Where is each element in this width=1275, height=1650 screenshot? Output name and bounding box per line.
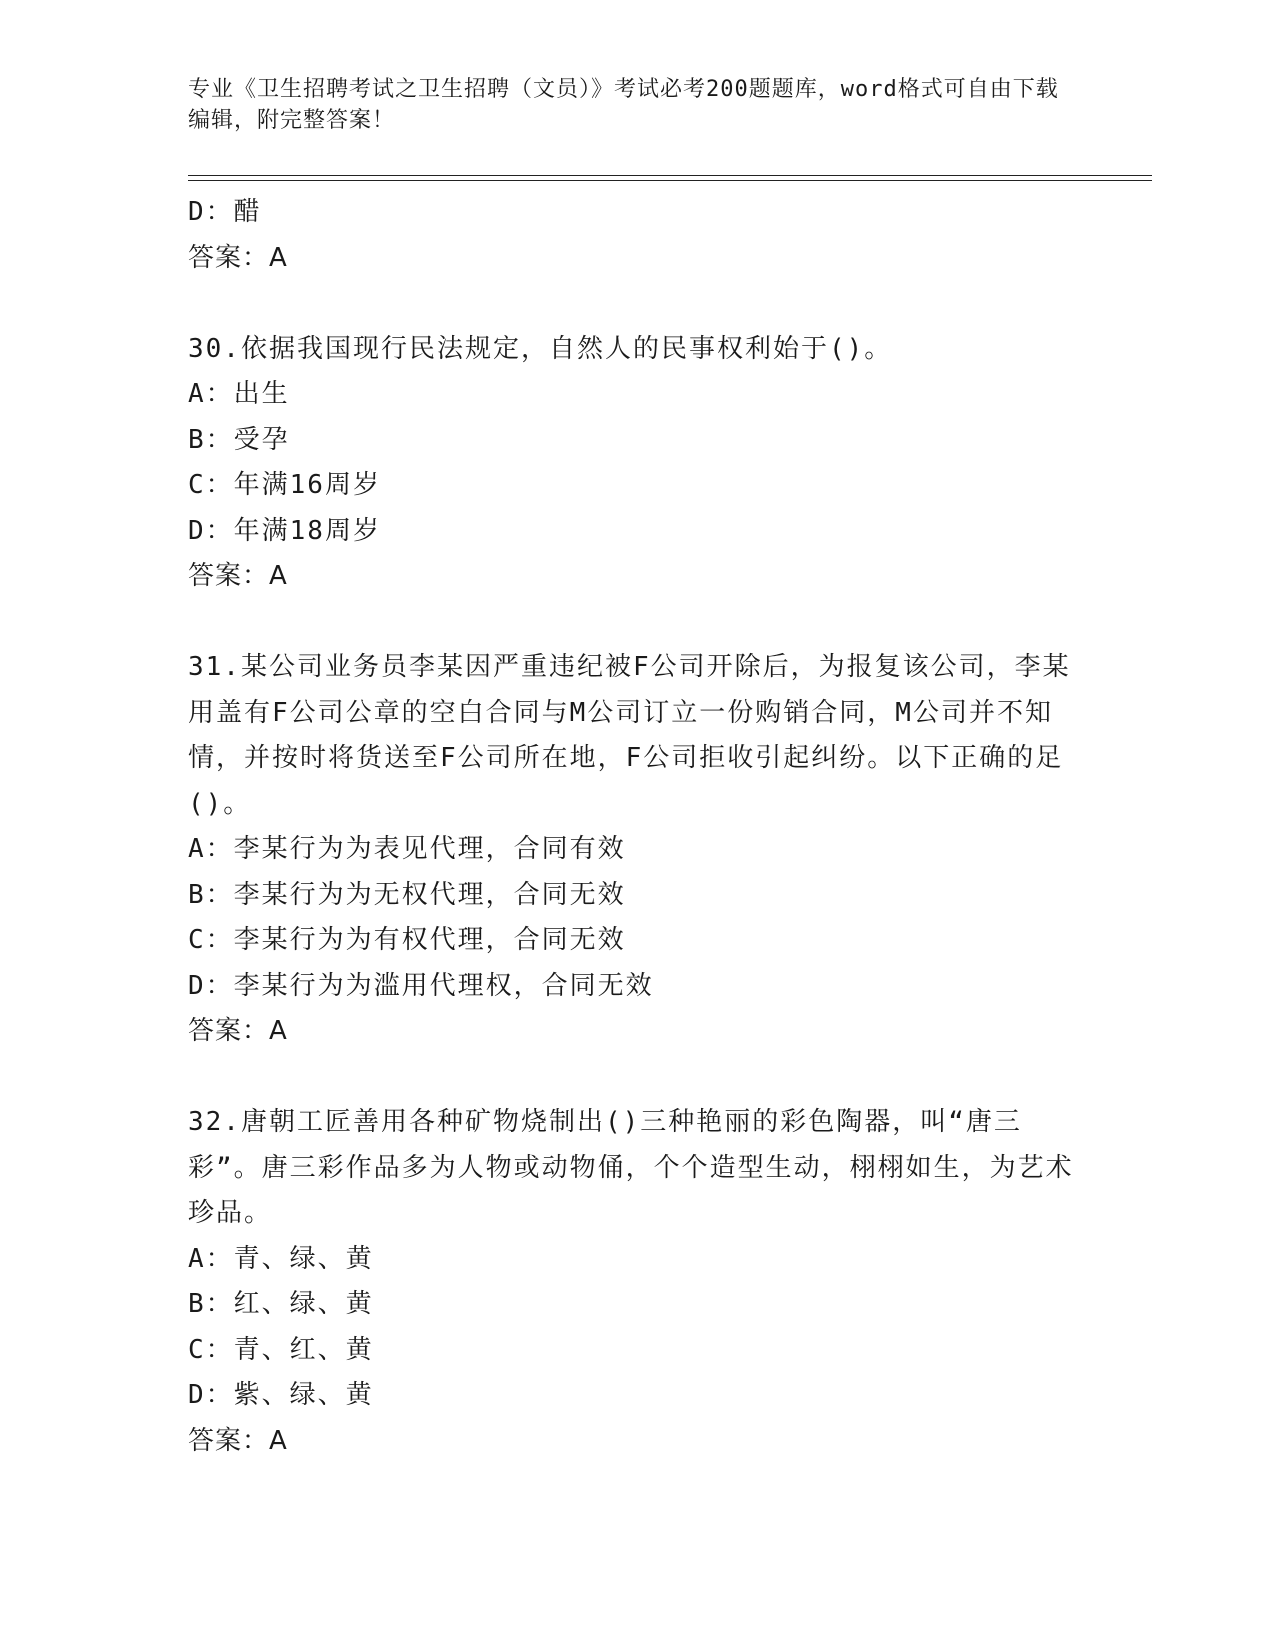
- question-text: 32.唐朝工匠善用各种矿物烧制出()三种艳丽的彩色陶器，叫“唐三彩”。唐三彩作品多为人物或动物俑，个个造型生动，栩栩如生，为艺术珍品。: [188, 1107, 1074, 1228]
- option-a: A：青、绿、黄: [188, 1243, 374, 1274]
- answer-line: 答案：A: [188, 242, 288, 273]
- option-d: D：李某行为为滥用代理权，合同无效: [188, 970, 654, 1001]
- option-b: B：受孕: [188, 424, 290, 455]
- question-31: [188, 645, 1088, 1055]
- question-list: [188, 190, 1088, 1464]
- answer-line: 答案：A: [188, 561, 288, 591]
- document-header: 专业《卫生招聘考试之卫生招聘（文员）》考试必考200题题库，word格式可自由下载编辑，附完整答案！: [188, 77, 1059, 133]
- answer-line: 答案：A: [188, 1425, 288, 1456]
- option-c: C：青、红、黄: [188, 1334, 374, 1365]
- question-text: 30.依据我国现行民法规定，自然人的民事权利始于()。: [188, 333, 893, 364]
- option-d: D：醋: [188, 197, 262, 227]
- header-divider-top: [188, 175, 1152, 176]
- question-32: [188, 1100, 1088, 1464]
- option-d: D：年满18周岁: [188, 515, 381, 546]
- header-divider-bottom: [188, 180, 1152, 181]
- option-c: C：年满16周岁: [188, 470, 381, 500]
- question-text: 31.某公司业务员李某因严重违纪被F公司开除后，为报复该公司，李某用盖有F公司公章的空白合同与M公司订立一份购销合同，M公司并不知情，并按时将货送至F公司所在地，F公司拒收引起纠纷。以下正确的足()。: [188, 652, 1071, 819]
- answer-line: 答案：A: [188, 1016, 288, 1046]
- option-b: B：李某行为为无权代理，合同无效: [188, 879, 626, 910]
- question-30: [188, 327, 1088, 600]
- option-a: A：出生: [188, 379, 290, 409]
- option-c: C：李某行为为有权代理，合同无效: [188, 925, 626, 955]
- option-d: D：紫、绿、黄: [188, 1380, 374, 1410]
- option-b: B：红、绿、黄: [188, 1289, 374, 1319]
- option-a: A：李某行为为表见代理，合同有效: [188, 834, 626, 864]
